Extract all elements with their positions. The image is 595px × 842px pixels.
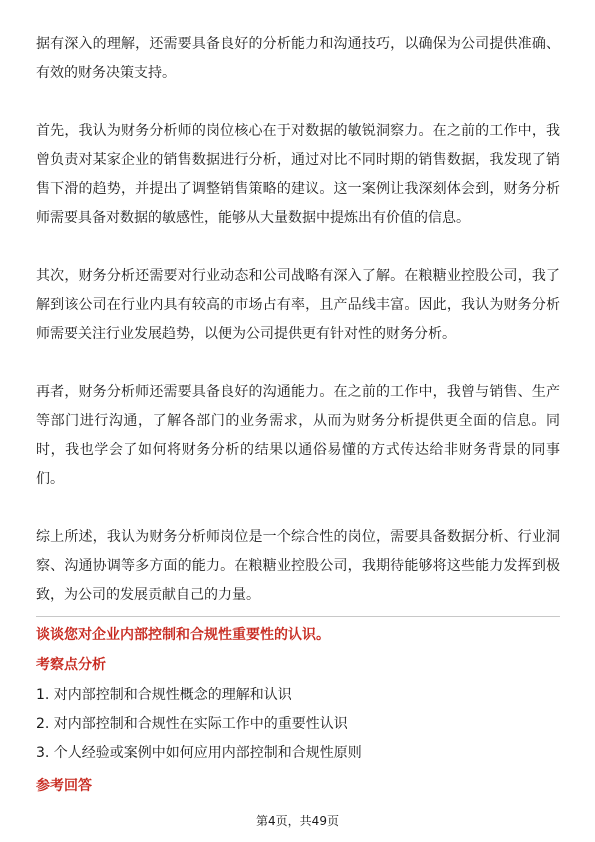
document-body [36, 30, 560, 610]
page-number: 第4页，共49页 [256, 814, 339, 828]
list-item: 2. 对内部控制和合规性在实际工作中的重要性认识 [36, 716, 348, 732]
paragraph: 据有深入的理解，还需要具备良好的分析能力和沟通技巧，以确保为公司提供准确、有效的财务决策支持。 [36, 36, 560, 81]
paragraph: 再者，财务分析师还需要具备良好的沟通能力。在之前的工作中，我曾与销售、生产等部门进行沟通，了解各部门的业务需求，从而为财务分析提供更全面的信息。同时，我也学会了如何将财务分析的结果以通俗易懂的方式传达给非财务背景的同事们。 [36, 384, 560, 487]
list-item: 3. 个人经验或案例中如何应用内部控制和合规性原则 [36, 745, 362, 761]
answer-heading: 参考回答 [36, 778, 92, 794]
list-item: 1. 对内部控制和合规性概念的理解和认识 [36, 687, 292, 703]
paragraph: 综上所述，我认为财务分析师岗位是一个综合性的岗位，需要具备数据分析、行业洞察、沟通协调等多方面的能力。在粮糖业控股公司，我期待能够将这些能力发挥到极致，为公司的发展贡献自己的力量。 [36, 529, 560, 603]
interview-question: 谈谈您对企业内部控制和合规性重要性的认识。 [36, 627, 330, 643]
section-divider [36, 616, 560, 617]
analysis-list [36, 681, 362, 768]
paragraph: 其次，财务分析还需要对行业动态和公司战略有深入了解。在粮糖业控股公司，我了解到该公司在行业内具有较高的市场占有率，且产品线丰富。因此，我认为财务分析师需要关注行业发展趋势，以便为公司提供更有针对性的财务分析。 [36, 268, 560, 342]
paragraph: 首先，我认为财务分析师的岗位核心在于对数据的敏锐洞察力。在之前的工作中，我曾负责对某家企业的销售数据进行分析，通过对比不同时期的销售数据，我发现了销售下滑的趋势，并提出了调整销售策略的建议。这一案例让我深刻体会到，财务分析师需要具备对数据的敏感性，能够从大量数据中提炼出有价值的信息。 [36, 123, 560, 226]
analysis-heading: 考察点分析 [36, 657, 106, 673]
